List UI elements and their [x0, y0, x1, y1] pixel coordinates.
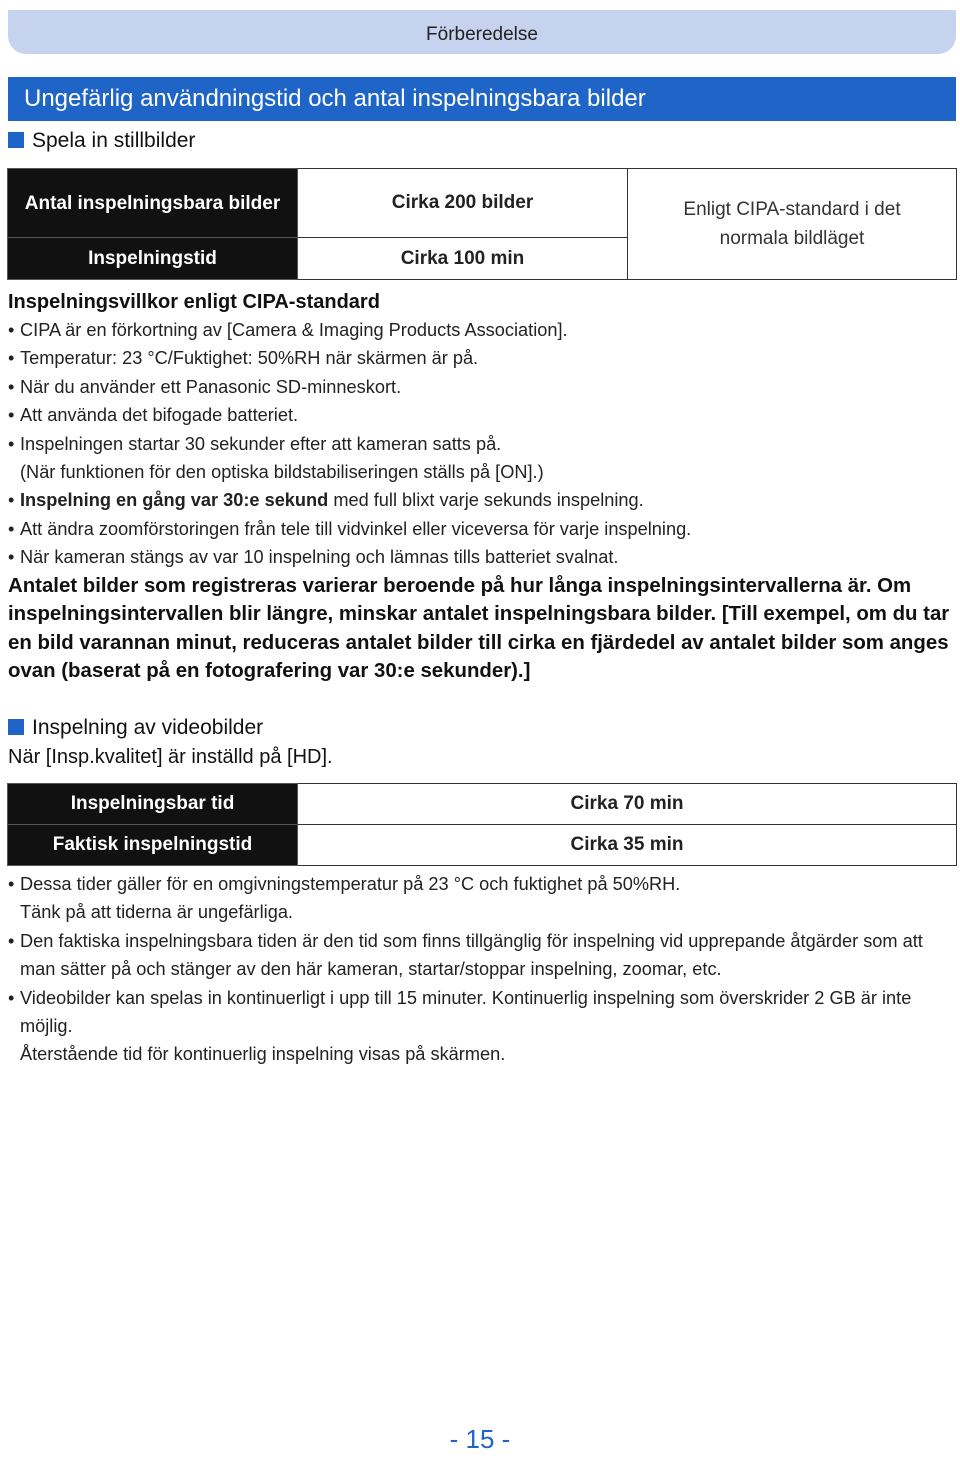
- list-item: • Att ändra zoomförstoringen från tele till vidvinkel eller viceversa för varje inspelning.: [8, 515, 956, 543]
- still-notice: Antalet bilder som registreras varierar beroende på hur långa inspelningsintervallerna är. Om inspelningsintervallen blir längre, minskar antalet inspelningsbara bilder. [Till exempel, om du tar en bild varannan minut, reduceras antalet bilder till cirka en fjärdedel av antalet bilder som anges ovan (baserat på en fotografering var 30:e sekunder).]: [8, 575, 950, 683]
- video-row2-label: Faktisk inspelningstid: [8, 825, 298, 866]
- list-item-continuation: Tänk på att tiderna är ungefärliga.: [20, 902, 293, 923]
- video-condition: När [Insp.kvalitet] är inställd på [HD].: [8, 746, 333, 768]
- still-row1-value: Cirka 200 bilder: [298, 169, 628, 238]
- list-item: • När du använder ett Panasonic SD-minneskort.: [8, 373, 956, 401]
- conditions-list: [8, 316, 956, 572]
- list-item-bold: Inspelning en gång var 30:e sekund: [20, 490, 329, 511]
- list-item: • Videobilder kan spelas in kontinuerligt i upp till 15 minuter. Kontinuerlig inspelning som överskrider 2 GB är inte möjlig.: [8, 984, 952, 1041]
- square-bullet-icon: [8, 132, 24, 148]
- video-row1-value: Cirka 70 min: [298, 784, 957, 825]
- list-item: • Dessa tider gäller för en omgivningstemperatur på 23 °C och fuktighet på 50%RH.: [8, 870, 952, 898]
- list-item: • Att använda det bifogade batteriet.: [8, 401, 956, 429]
- page-title: Ungefärlig användningstid och antal inspelningsbara bilder: [8, 77, 956, 121]
- list-item: • CIPA är en förkortning av [Camera & Imaging Products Association].: [8, 316, 956, 344]
- video-heading-label: Inspelning av videobilder: [32, 716, 264, 739]
- video-row1-label: Inspelningsbar tid: [8, 784, 298, 825]
- list-item: • Inspelningen startar 30 sekunder efter att kameran satts på.: [8, 430, 956, 458]
- square-bullet-icon: [8, 719, 24, 735]
- still-spec-table: [7, 168, 957, 280]
- video-spec-table: [7, 783, 957, 866]
- list-item: • När kameran stängs av var 10 inspelning och lämnas tills batteriet svalnat.: [8, 543, 956, 571]
- still-table-note: Enligt CIPA-standard i det normala bildläget: [628, 169, 957, 280]
- section-tab-label: Förberedelse: [426, 24, 538, 45]
- list-item-rest: med full blixt varje sekunds inspelning.: [328, 490, 644, 511]
- video-notes-list: [8, 870, 952, 1069]
- list-item: [8, 486, 956, 514]
- list-item: • Temperatur: 23 °C/Fuktighet: 50%RH när skärmen är på.: [8, 344, 956, 372]
- conditions-heading: Inspelningsvillkor enligt CIPA-standard: [8, 291, 380, 313]
- section-tab: [8, 10, 956, 54]
- still-heading: [8, 127, 195, 155]
- video-heading: [8, 714, 263, 742]
- list-item-continuation: (När funktionen för den optiska bildstabiliseringen ställs på [ON].): [20, 462, 544, 483]
- video-row2-value: Cirka 35 min: [298, 825, 957, 866]
- still-heading-label: Spela in stillbilder: [32, 129, 196, 152]
- list-item: • Den faktiska inspelningsbara tiden är den tid som finns tillgänglig för inspelning vid upprepande åtgärder som att man sätter på och stänger av den här kameran, startar/stoppar inspelning, zoomar, etc.: [8, 927, 952, 984]
- list-item-continuation: Återstående tid för kontinuerlig inspelning visas på skärmen.: [20, 1044, 506, 1065]
- still-row1-label: Antal inspelningsbara bilder: [8, 169, 298, 238]
- still-row2-label: Inspelningstid: [8, 238, 298, 280]
- page-number: - 15 -: [449, 1424, 511, 1454]
- still-row2-value: Cirka 100 min: [298, 238, 628, 280]
